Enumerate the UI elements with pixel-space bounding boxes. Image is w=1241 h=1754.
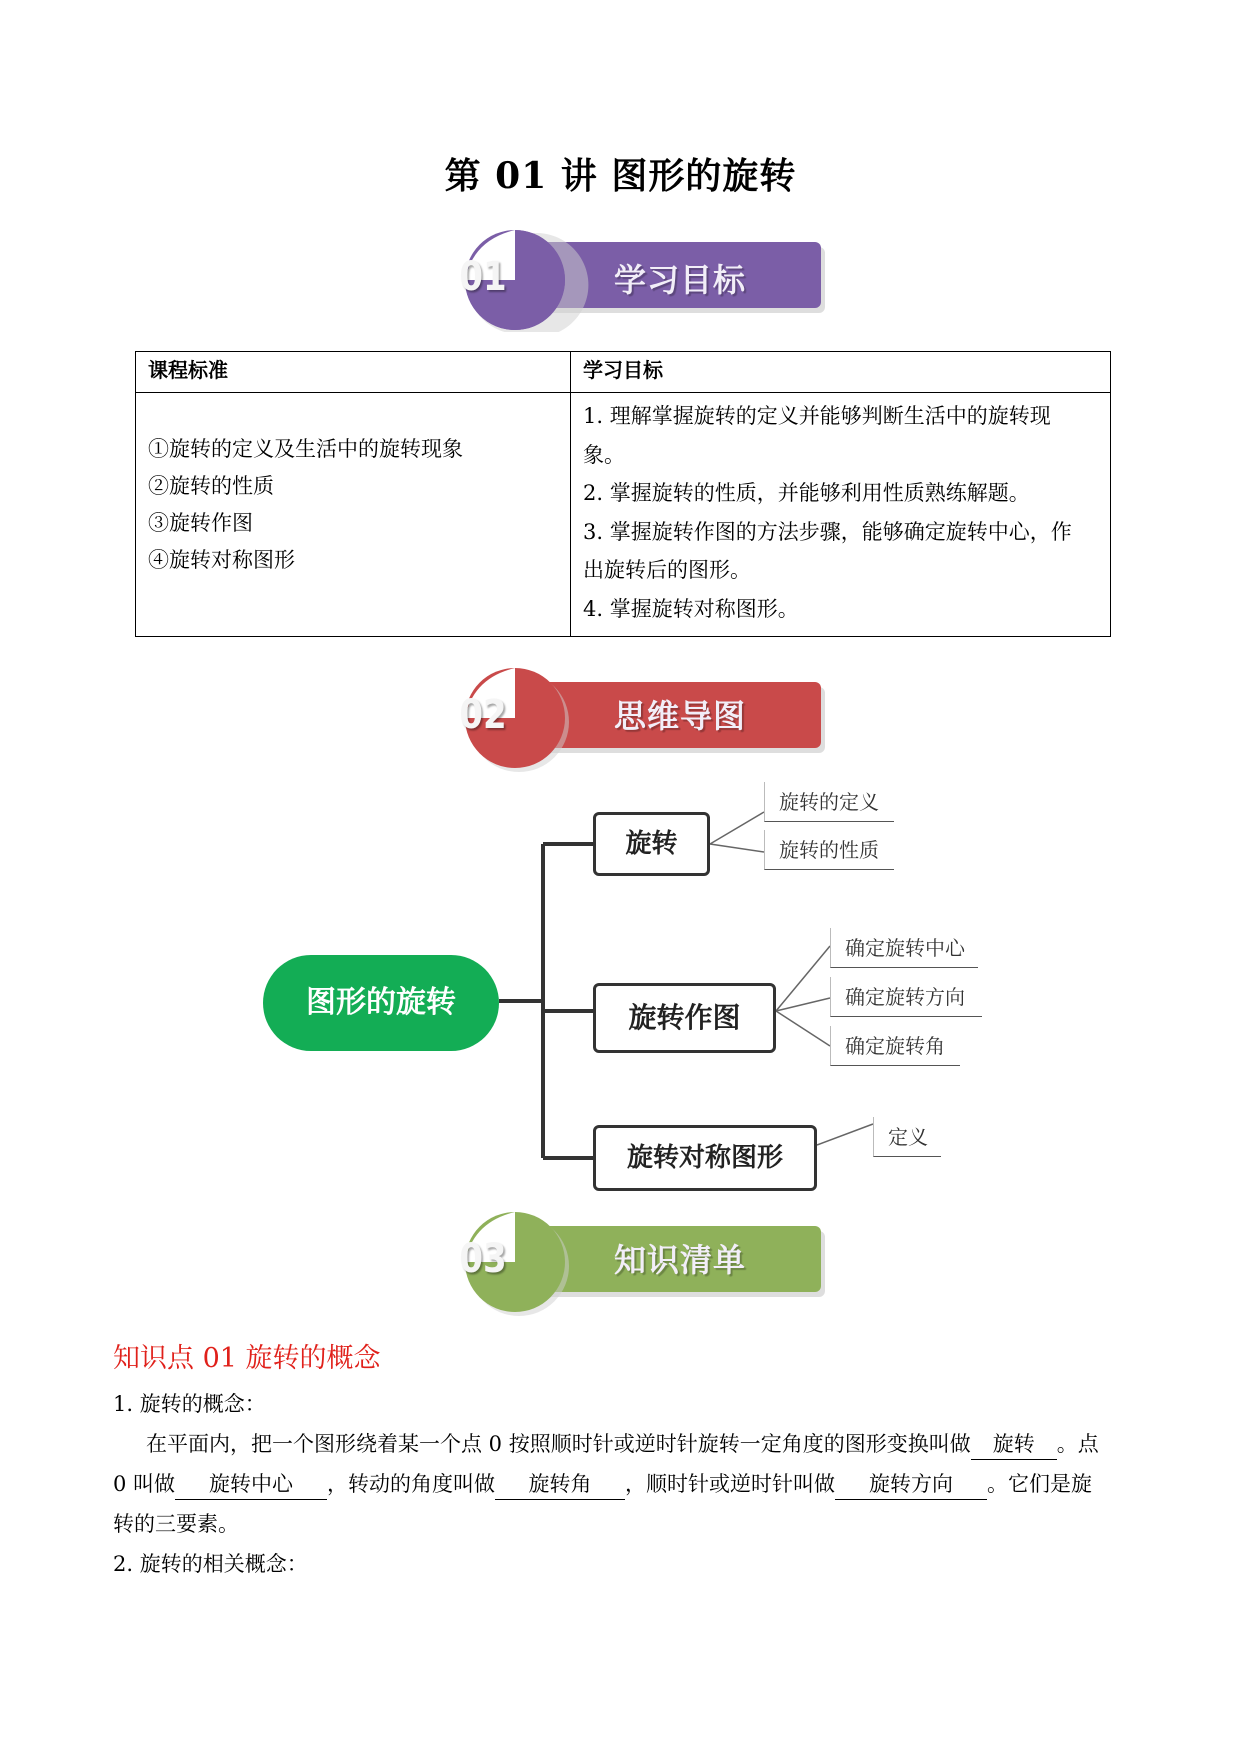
mindmap-leaf: 确定旋转中心 xyxy=(830,928,978,968)
mindmap-root: 图形的旋转 xyxy=(263,955,499,1051)
mindmap-leaf: 旋转的性质 xyxy=(764,830,894,870)
fill-blank: 旋转方向 xyxy=(835,1469,987,1500)
goal-line: 1. 理解掌握旋转的定义并能够判断生活中的旋转现 xyxy=(583,404,1051,428)
standard-item: ②旋转的性质 xyxy=(148,474,274,498)
section-number: 01 xyxy=(459,254,507,300)
paragraph-text: 0 叫做 xyxy=(113,1472,176,1496)
heading-concept: 1. 旋转的概念： xyxy=(113,1392,266,1416)
standard-item: ①旋转的定义及生活中的旋转现象 xyxy=(148,437,463,461)
goal-line: 4. 掌握旋转对称图形。 xyxy=(583,596,799,621)
paragraph-text: 。点 xyxy=(1056,1432,1099,1456)
standard-item: ④旋转对称图形 xyxy=(148,548,295,572)
paragraph-text: 。它们是旋 xyxy=(987,1472,1093,1496)
paragraph-line xyxy=(113,1464,1133,1504)
mindmap-leaf: 确定旋转角 xyxy=(830,1026,960,1066)
section-label: 思维导图 xyxy=(613,697,746,735)
paragraph-text: ，转动的角度叫做 xyxy=(327,1472,496,1496)
goal-line: 象。 xyxy=(583,442,625,467)
mindmap-branch-construction: 旋转作图 xyxy=(593,983,776,1053)
paragraph-text: 在平面内，把一个图形绕着某一个点 0 按照顺时针或逆时针旋转一定角度的图形变换叫做 xyxy=(146,1432,971,1456)
table-header-standard: 课程标准 xyxy=(136,352,571,393)
heading-related-concepts: 2. 旋转的相关概念： xyxy=(113,1552,308,1576)
table-header-goal: 学习目标 xyxy=(571,352,1111,393)
goal-line: 3. 掌握旋转作图的方法步骤，能够确定旋转中心，作 xyxy=(583,519,1072,544)
fill-blank: 旋转中心 xyxy=(175,1469,327,1500)
mindmap-leaf: 旋转的定义 xyxy=(764,782,894,822)
mindmap-branch-symmetric: 旋转对称图形 xyxy=(593,1125,817,1191)
goals-table xyxy=(135,351,1111,637)
mindmap-leaf: 定义 xyxy=(873,1117,941,1157)
section-banner-goals xyxy=(415,222,835,332)
page-title: 第 01 讲 图形的旋转 xyxy=(444,155,797,197)
goal-line: 出旋转后的图形。 xyxy=(583,558,751,582)
paragraph-line xyxy=(146,1424,1136,1464)
goals-cell xyxy=(571,393,1111,637)
standards-cell xyxy=(136,393,571,637)
section-number: 02 xyxy=(459,692,507,738)
standard-item: ③旋转作图 xyxy=(148,511,253,535)
paragraph-text: ，顺时针或逆时针叫做 xyxy=(625,1472,836,1496)
paragraph-text: 转的三要素。 xyxy=(113,1512,239,1536)
mindmap-branch-rotation: 旋转 xyxy=(593,812,710,876)
knowledge-point-title: 知识点 01 旋转的概念 xyxy=(113,1343,381,1374)
section-banner-knowledge xyxy=(415,1210,835,1320)
section-label: 学习目标 xyxy=(613,261,746,299)
mindmap-leaf: 确定旋转方向 xyxy=(830,977,982,1017)
fill-blank: 旋转 xyxy=(971,1429,1057,1460)
goal-line: 2. 掌握旋转的性质，并能够利用性质熟练解题。 xyxy=(583,481,1030,505)
section-label: 知识清单 xyxy=(613,1241,746,1279)
fill-blank: 旋转角 xyxy=(495,1469,625,1500)
section-number: 03 xyxy=(459,1236,507,1282)
section-banner-mindmap xyxy=(415,666,835,776)
